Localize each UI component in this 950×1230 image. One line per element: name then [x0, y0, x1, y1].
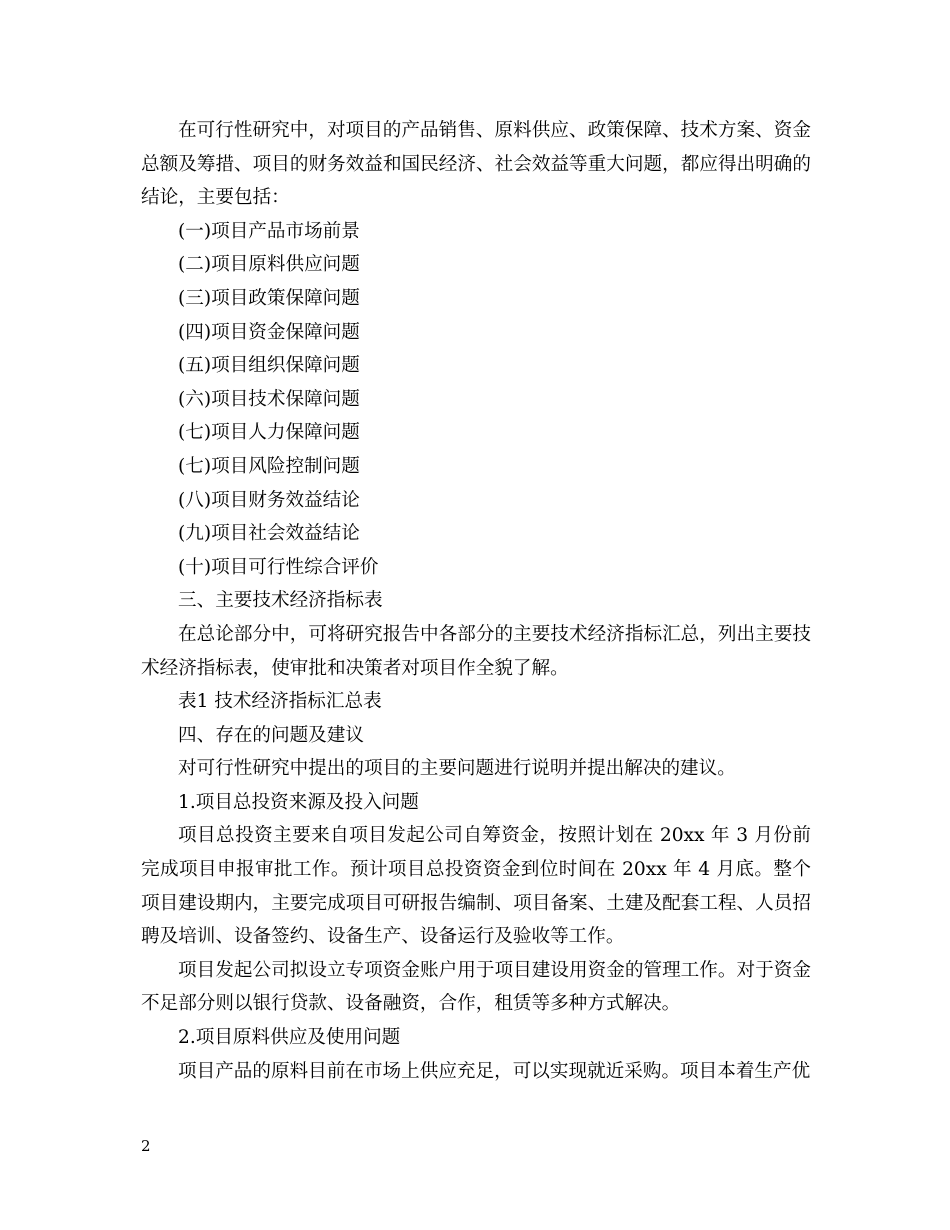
list-item: (七)项目风险控制问题 [178, 455, 360, 477]
list-item: (五)项目组织保障问题 [178, 355, 360, 377]
subsection-heading: 2.项目原料供应及使用问题 [178, 1027, 401, 1049]
list-item: (七)项目人力保障问题 [178, 422, 360, 444]
paragraph-investment: 项目总投资主要来自项目发起公司自筹资金，按照计划在 20xx 年 3 月份前完成项目申报审批工作。预计项目总投资资金到位时间在 20xx 年 4 月底。整个项目建设期内，主要完成项目可研报告编制、项目备案、土建及配套工程、人员招聘及培训、设备签约、设备生产、设备运行及验收等工作。 [141, 825, 811, 948]
list-item: (八)项目财务效益结论 [178, 489, 360, 511]
list-item: (九)项目社会效益结论 [178, 523, 360, 545]
list-item: (三)项目政策保障问题 [178, 287, 360, 309]
list-item: (六)项目技术保障问题 [178, 388, 360, 410]
list-item: (十)项目可行性综合评价 [178, 556, 379, 578]
list-item: (四)项目资金保障问题 [178, 321, 360, 343]
paragraph-intro: 在可行性研究中，对项目的产品销售、原料供应、政策保障、技术方案、资金总额及筹措、项目的财务效益和国民经济、社会效益等重大问题，都应得出明确的结论，主要包括： [141, 120, 811, 209]
paragraph-funding: 项目发起公司拟设立专项资金账户用于项目建设用资金的管理工作。对于资金不足部分则以银行贷款、设备融资，合作，租赁等多种方式解决。 [141, 959, 811, 1015]
table-caption: 表1 技术经济指标汇总表 [178, 691, 382, 713]
document-body [141, 114, 811, 1088]
list-item: (二)项目原料供应问题 [178, 254, 360, 276]
page-number: 2 [141, 1137, 151, 1155]
section-heading: 四、存在的问题及建议 [178, 724, 364, 746]
subsection-heading: 1.项目总投资来源及投入问题 [178, 791, 419, 813]
paragraph-summary: 在总论部分中，可将研究报告中各部分的主要技术经济指标汇总，列出主要技术经济指标表，使审批和决策者对项目作全貌了解。 [141, 623, 811, 679]
section-heading: 三、主要技术经济指标表 [178, 590, 383, 612]
list-item: (一)项目产品市场前景 [178, 220, 360, 242]
paragraph-problems: 对可行性研究中提出的项目的主要问题进行说明并提出解决的建议。 [178, 758, 736, 780]
paragraph-materials: 项目产品的原料目前在市场上供应充足，可以实现就近采购。项目本着生产优 [178, 1060, 811, 1082]
